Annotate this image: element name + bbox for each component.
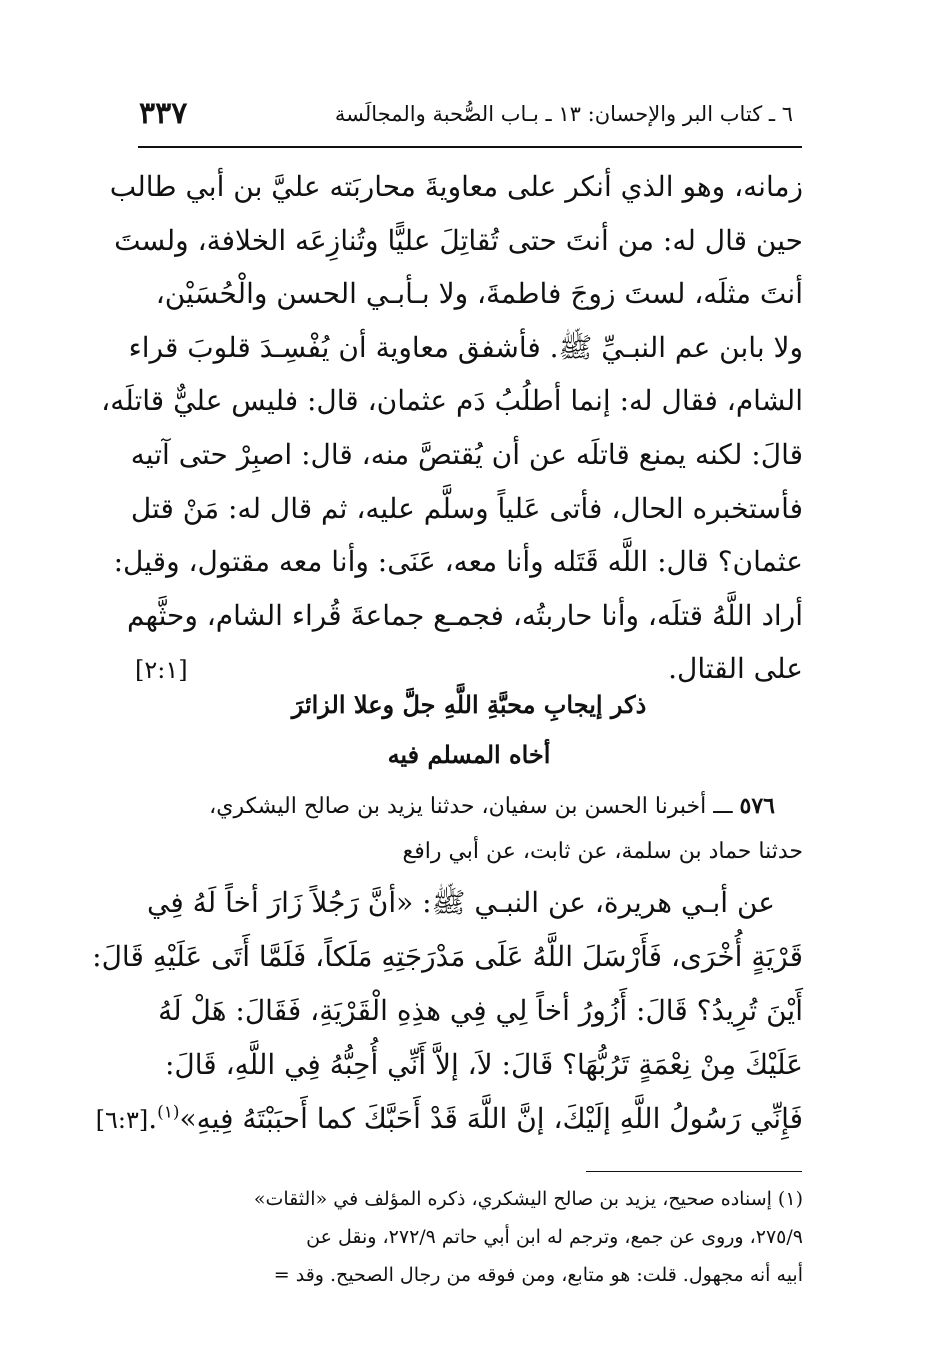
section-reference: [٦:٣] bbox=[95, 1106, 149, 1134]
matn-last-line bbox=[95, 1092, 803, 1146]
hadith-number: ٥٧٦ bbox=[739, 793, 775, 819]
body-line: فأستخبره الحال، فأتى عَلياً وسلَّم عليه، ثم قال له: مَنْ قتل bbox=[130, 491, 803, 525]
footnote-divider bbox=[586, 1171, 802, 1172]
footnote-marker: (١) bbox=[157, 1102, 180, 1123]
body-line: على القتال. bbox=[668, 652, 803, 686]
body-line: عثمان؟ قال: اللَّه قَتَله وأنا معه، عَنَى: وأنا معه مقتول، وقيل: bbox=[113, 545, 803, 579]
body-last-line bbox=[135, 642, 803, 696]
hadith-dash: ـــ bbox=[706, 794, 740, 819]
body-line: أراد اللَّهُ قتلَه، وأنا حاربتُه، فجمـع جماعةَ قُراء الشام، وحثَّهم bbox=[127, 598, 803, 632]
body-line: زمانه، وهو الذي أنكر على معاويةَ محاربَته عليَّ بن أبي طالب bbox=[109, 170, 803, 203]
matn-line: فَإِنِّي رَسُولُ اللَّهِ إلَيْكَ، إنَّ اللَّهَ قَدْ أَحَبَّكَ كما أَحبَبْتَهُ فِيهِ»$^{(١)}$. bbox=[148, 1102, 803, 1135]
footnotes bbox=[135, 1180, 803, 1294]
body-line: قالَ: لكنه يمنع قاتلَه عن أن يُقتصَّ منه، قال: اصبِرْ حتى آتيه bbox=[130, 437, 803, 471]
footnote-line: ٢٧٥/٩، وروى عن جمع، وترجم له ابن أبي حاتم ٢٧٢/٩، ونقل عن bbox=[306, 1226, 803, 1248]
isnad-first-line bbox=[135, 783, 803, 829]
chapter-heading-line-2: أخاه المسلم فيه bbox=[387, 740, 551, 769]
running-title: ٦ ـ كتاب البر والإحسان: ١٣ ـ بـاب الصُّحبة والمجالَسة bbox=[334, 102, 793, 126]
matn-line: عن أبـي هريرة، عن النبـي ﷺ: «أنَّ رَجُلاً زَارَ أخاً لَهُ فِي bbox=[147, 886, 775, 919]
footnote-line: (١) إسناده صحيح، يزيد بن صالح اليشكري، ذكره المؤلف في «الثقات» bbox=[253, 1188, 803, 1210]
section-reference: [٢:١] bbox=[135, 656, 188, 685]
page-number: ٣٣٧ bbox=[139, 96, 188, 131]
isnad-line: أخبرنا الحسن بن سفيان، حدثنا يزيد بن صالح اليشكري، bbox=[209, 794, 707, 819]
matn-line: أَيْنَ تُرِيدُ؟ قَالَ: أَزُورُ أخاً لِي فِي هذِهِ الْقَرْيَةِ، فَقَالَ: هَلْ لَهُ bbox=[158, 994, 803, 1027]
page-header bbox=[135, 90, 803, 140]
body-text bbox=[101, 160, 803, 696]
footnote-line: أبيه أنه مجهول. قلت: هو متابع، ومن فوقه من رجال الصحيح. وقد = bbox=[273, 1264, 803, 1286]
body-line: الشام، فقال له: إنما أطلُبُ دَم عثمان، قال: فليس عليٌّ قاتلَه، bbox=[101, 384, 803, 418]
header-divider bbox=[138, 146, 802, 148]
body-line: حين قال له: من أنتَ حتى تُقاتِلَ عليًّا وتُنازِعَه الخلافة، ولستَ bbox=[114, 223, 803, 257]
matn-line: قَرْيَةٍ أُخْرَى، فَأَرْسَلَ اللَّهُ عَلَى مَدْرَجَتِهِ مَلَكاً، فَلَمَّا أَتَى عَلَيْهِ قَالَ: bbox=[92, 940, 803, 973]
body-line: أنتَ مثلَه، لستَ زوجَ فاطمةَ، ولا بـأبـي الحسن والْحُسَيْن، bbox=[155, 277, 803, 311]
hadith-matn bbox=[92, 876, 803, 1146]
matn-text: فَإِنِّي رَسُولُ اللَّهِ إلَيْكَ، إنَّ اللَّهَ قَدْ أَحَبَّكَ كما أَحبَبْتَهُ فِيهِ» bbox=[179, 1102, 803, 1135]
chapter-heading-line-1: ذكر إيجابِ محبَّةِ اللَّهِ جلَّ وعلا الزائرَ bbox=[291, 690, 647, 719]
hadith-isnad bbox=[135, 783, 803, 875]
matn-line: عَلَيْكَ مِنْ نِعْمَةٍ تَرُبُّهَا؟ قَالَ: لاَ، إلاَّ أَنِّي أُحِبُّهُ فِي اللَّهِ، قَالَ: bbox=[164, 1048, 803, 1081]
body-line: ولا بابن عم النبـيِّ ﷺ. فأشفق معاوية أن يُفْسِـدَ قلوبَ قراء bbox=[128, 330, 803, 364]
isnad-line: حدثنا حماد بن سلمة، عن ثابت، عن أبي رافع bbox=[402, 839, 803, 864]
